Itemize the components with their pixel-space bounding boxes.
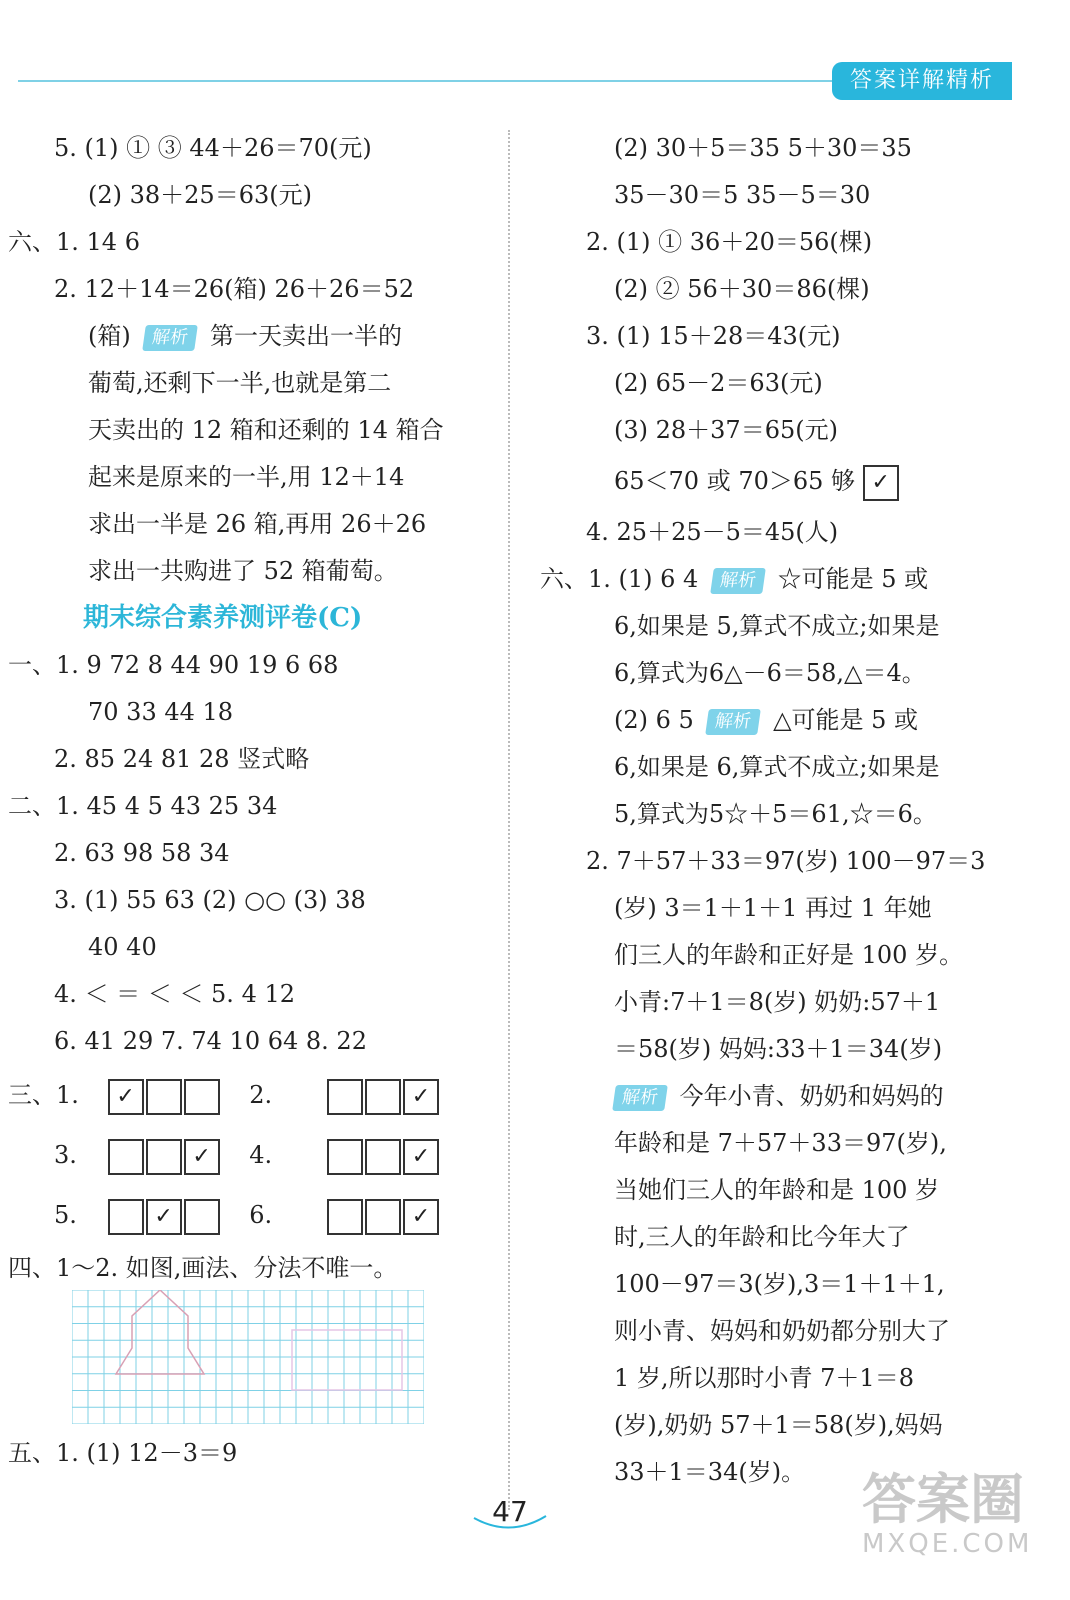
left-column-bottom (8, 1430, 503, 1477)
answer-text: (2) 6 5 (614, 706, 694, 734)
answer-line: 35－30＝5 35－5＝30 (614, 181, 871, 209)
triangle-drawing (116, 1290, 204, 1374)
question-label: 6. (249, 1201, 273, 1229)
question-label: 3. (54, 1141, 77, 1169)
answer-line: 六、1. 14 6 (8, 228, 140, 256)
answer-text: (箱) (88, 322, 131, 350)
answer-line: 一、1. 9 72 8 44 90 19 6 68 (8, 651, 339, 679)
checkbox-empty (327, 1199, 363, 1235)
rectangle-drawing (292, 1330, 402, 1390)
answer-line: 2. 63 98 58 34 (54, 839, 230, 867)
answer-line: (2) 30＋5＝35 5＋30＝35 (614, 134, 912, 162)
checkbox-group (327, 1125, 441, 1185)
answer-line: 6,如果是 6,算式不成立;如果是 (614, 753, 940, 781)
answer-line: 1 岁,所以那时小青 7＋1＝8 (614, 1364, 914, 1392)
grid-lines (72, 1290, 424, 1424)
checkbox-empty (108, 1199, 144, 1235)
page-number: 47 (492, 1495, 528, 1528)
checkbox-empty (365, 1199, 401, 1235)
checkbox-group (327, 1065, 441, 1125)
checkbox-row (8, 1125, 503, 1185)
checkbox-row (8, 1185, 503, 1245)
checkbox-group (327, 1185, 441, 1245)
right-column (540, 125, 1050, 1496)
question-label: 4. (249, 1141, 273, 1169)
checkbox-checked: ✓ (146, 1199, 182, 1235)
answer-line: 6,算式为6△－6＝58,△＝4。 (614, 659, 926, 687)
answer-line: 6. 41 29 7. 74 10 64 8. 22 (54, 1027, 367, 1055)
answer-line (540, 556, 1050, 603)
checkbox-group (108, 1065, 222, 1125)
checkbox-empty (146, 1079, 182, 1115)
checkbox-checked: ✓ (184, 1139, 220, 1175)
checkbox-empty (327, 1079, 363, 1115)
answer-line: 3. (1) 55 63 (2) ○○ (3) 38 (54, 886, 366, 914)
watermark (862, 1470, 1032, 1558)
checkbox-empty (327, 1139, 363, 1175)
answer-line (540, 454, 1050, 509)
question-label: 三、1. (8, 1081, 79, 1109)
analysis-badge: 解析 (710, 568, 766, 594)
checkbox-empty (365, 1079, 401, 1115)
column-divider (508, 130, 510, 1510)
answer-line: 年龄和是 7＋57＋33＝97(岁), (614, 1129, 947, 1157)
checkbox-empty (108, 1139, 144, 1175)
answer-line: (岁),奶奶 57＋1＝58(岁),妈妈 (614, 1411, 943, 1439)
checkbox-checked: ✓ (403, 1199, 439, 1235)
left-column (8, 125, 503, 1292)
answer-line: 2. (1) ① 36＋20＝56(棵) (586, 228, 873, 256)
answer-text: 六、1. (1) 6 4 (540, 565, 699, 593)
section-title: 期末综合素养测评卷(C) (83, 603, 363, 633)
checkbox-checked: ✓ (403, 1079, 439, 1115)
answer-line: 求出一半是 26 箱,再用 26＋26 (88, 510, 427, 538)
answer-line: 40 40 (88, 933, 157, 961)
checkbox-checked: ✓ (403, 1139, 439, 1175)
answer-line: 天卖出的 12 箱和还剩的 14 箱合 (88, 416, 444, 444)
answer-text: 今年小青、奶奶和妈妈的 (679, 1082, 944, 1110)
header-tag: 答案详解精析 (832, 62, 1012, 100)
answer-line: 3. (1) 15＋28＝43(元) (586, 322, 841, 350)
grid-figure (72, 1290, 424, 1424)
checkbox-empty (146, 1139, 182, 1175)
analysis-badge: 解析 (143, 325, 199, 351)
checkbox-empty (184, 1079, 220, 1115)
answer-line: 6,如果是 5,算式不成立;如果是 (614, 612, 940, 640)
answer-line (8, 313, 503, 360)
answer-line: 2. 7＋57＋33＝97(岁) 100－97＝3 (586, 847, 986, 875)
checkbox-empty (184, 1199, 220, 1235)
answer-text: 第一天卖出一半的 (210, 322, 403, 350)
answer-line: ＝58(岁) 妈妈:33＋1＝34(岁) (614, 1035, 943, 1063)
answer-line: 葡萄,还剩下一半,也就是第二 (88, 369, 392, 397)
checkbox-empty (365, 1139, 401, 1175)
answer-line: 五、1. (1) 12－3＝9 (8, 1439, 238, 1467)
answer-line: 5. (1) ① ③ 44＋26＝70(元) (54, 134, 372, 162)
answer-line: 33＋1＝34(岁)。 (614, 1458, 806, 1486)
answer-line: 70 33 44 18 (88, 698, 234, 726)
checkbox-checked: ✓ (108, 1079, 144, 1115)
analysis-badge: 解析 (612, 1085, 668, 1111)
answer-line: 时,三人的年龄和比今年大了 (614, 1223, 910, 1251)
answer-line: (岁) 3＝1＋1＋1 再过 1 年她 (614, 894, 932, 922)
answer-text: ☆可能是 5 或 (777, 565, 929, 593)
answer-line: 5,算式为5☆＋5＝61,☆＝6。 (614, 800, 937, 828)
checkbox-group (108, 1185, 222, 1245)
checkbox-row (8, 1065, 503, 1125)
checkbox-checked: ✓ (863, 465, 899, 501)
answer-line: 们三人的年龄和正好是 100 岁。 (614, 941, 964, 969)
answer-line: 2. 85 24 81 28 竖式略 (54, 745, 310, 773)
answer-line: 求出一共购进了 52 箱葡萄。 (88, 557, 398, 585)
question-label: 2. (249, 1081, 273, 1109)
answer-text: △可能是 5 或 (773, 706, 919, 734)
question-label: 5. (54, 1201, 77, 1229)
watermark-url: MXQE.COM (862, 1529, 1033, 1559)
answer-line: (2) 38＋25＝63(元) (88, 181, 312, 209)
answer-line: 100－97＝3(岁),3＝1＋1＋1, (614, 1270, 945, 1298)
analysis-badge: 解析 (706, 709, 762, 735)
header-rule (18, 80, 838, 82)
answer-line: 则小青、妈妈和奶奶都分别大了 (614, 1317, 950, 1345)
watermark-logo-text: 答案圈 (862, 1468, 1024, 1531)
answer-line: 当她们三人的年龄和是 100 岁 (614, 1176, 940, 1204)
answer-line: 4. ＜ ＝ ＜ ＜ 5. 4 12 (54, 980, 296, 1008)
answer-line: 二、1. 45 4 5 43 25 34 (8, 792, 278, 820)
answer-line: 小青:7＋1＝8(岁) 奶奶:57＋1 (614, 988, 941, 1016)
answer-line: 四、1～2. 如图,画法、分法不唯一。 (8, 1254, 398, 1282)
answer-text: 65＜70 或 70＞65 够 (614, 467, 856, 495)
answer-line: 起来是原来的一半,用 12＋14 (88, 463, 405, 491)
answer-line (540, 697, 1050, 744)
answer-line: 4. 25＋25－5＝45(人) (586, 518, 839, 546)
checkbox-group (108, 1125, 222, 1185)
page-number-arc (470, 1512, 550, 1532)
answer-line: 2. 12＋14＝26(箱) 26＋26＝52 (54, 275, 415, 303)
answer-line: (2) ② 56＋30＝86(棵) (614, 275, 870, 303)
answer-line: (2) 65－2＝63(元) (614, 369, 823, 397)
answer-line (540, 1073, 1050, 1120)
answer-line: (3) 28＋37＝65(元) (614, 416, 838, 444)
